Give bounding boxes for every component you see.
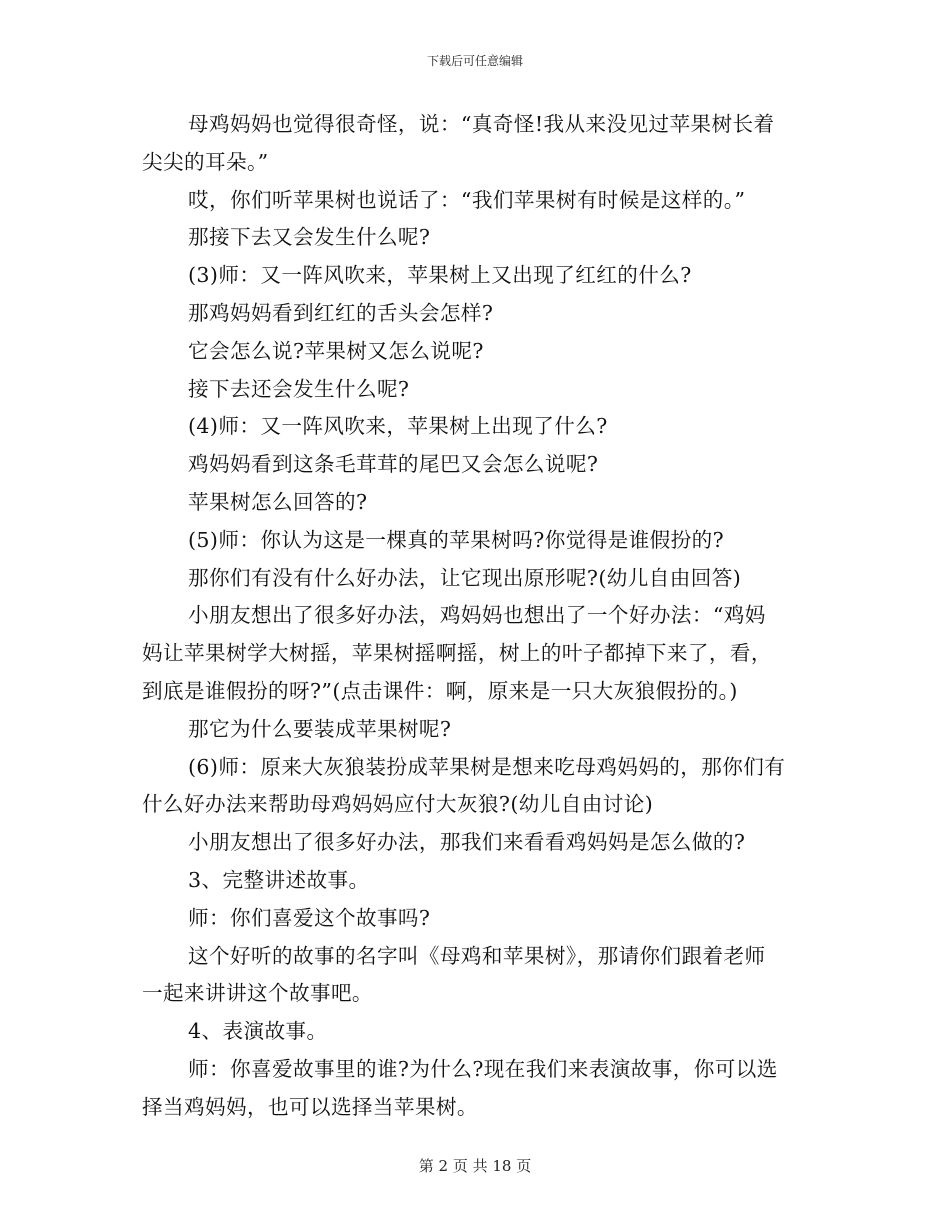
body-line: 它会怎么说?苹果树又怎么说呢? (188, 338, 484, 363)
body-line: (3)师：又一阵风吹来，苹果树上又出现了红红的什么? (188, 263, 692, 288)
body-line: (6)师：原来大灰狼装扮成苹果树是想来吃母鸡妈妈的，那你们有 (188, 754, 786, 779)
body-line: 那接下去又会发生什么呢? (188, 225, 431, 250)
body-line: 到底是谁假扮的呀?”(点击课件：啊，原来是一只大灰狼假扮的。) (142, 678, 738, 703)
body-line: 择当鸡妈妈，也可以选择当苹果树。 (142, 1094, 478, 1119)
body-line: (5)师：你认为这是一棵真的苹果树吗?你觉得是谁假扮的? (188, 527, 725, 552)
page-header: 下载后可任意编辑 (426, 54, 523, 68)
body-line: 苹果树怎么回答的? (188, 489, 368, 514)
body-line: 哎，你们听苹果树也说话了：“我们苹果树有时候是这样的。” (188, 187, 746, 212)
body-line: 一起来讲讲这个故事吧。 (142, 981, 373, 1006)
body-line: 什么好办法来帮助母鸡妈妈应付大灰狼?(幼儿自由讨论) (142, 792, 654, 817)
section-heading: 4、表演故事。 (188, 1019, 328, 1044)
page-number: 第 2 页 共 18 页 (418, 1157, 532, 1175)
body-line: 妈让苹果树学大树摇，苹果树摇啊摇，树上的叶子都掉下来了，看， (142, 641, 772, 666)
body-line: 尖尖的耳朵。” (142, 149, 269, 174)
body-line: 小朋友想出了很多好办法，那我们来看看鸡妈妈是怎么做的? (188, 830, 746, 855)
document-body (142, 106, 810, 1127)
body-line: 那它为什么要装成苹果树呢? (188, 716, 452, 741)
body-line: 这个好听的故事的名字叫《母鸡和苹果树》，那请你们跟着老师 (188, 943, 766, 968)
body-line: 师：你们喜爱这个故事吗? (188, 905, 431, 930)
body-line: 那鸡妈妈看到红红的舌头会怎样? (188, 300, 494, 325)
body-line: 接下去还会发生什么呢? (188, 376, 410, 401)
section-heading: 3、完整讲述故事。 (188, 867, 370, 892)
body-line: 鸡妈妈看到这条毛茸茸的尾巴又会怎么说呢? (188, 452, 599, 477)
body-line: 母鸡妈妈也觉得很奇怪，说：“真奇怪!我从来没见过苹果树长着 (188, 112, 775, 136)
body-line: 那你们有没有什么好办法，让它现出原形呢?(幼儿自由回答) (188, 565, 742, 590)
body-line: 师：你喜爱故事里的谁?为什么?现在我们来表演故事，你可以选 (188, 1056, 778, 1081)
body-line: 小朋友想出了很多好办法，鸡妈妈也想出了一个好办法：“鸡妈 (188, 603, 766, 628)
body-line: (4)师：又一阵风吹来，苹果树上出现了什么? (188, 414, 608, 439)
